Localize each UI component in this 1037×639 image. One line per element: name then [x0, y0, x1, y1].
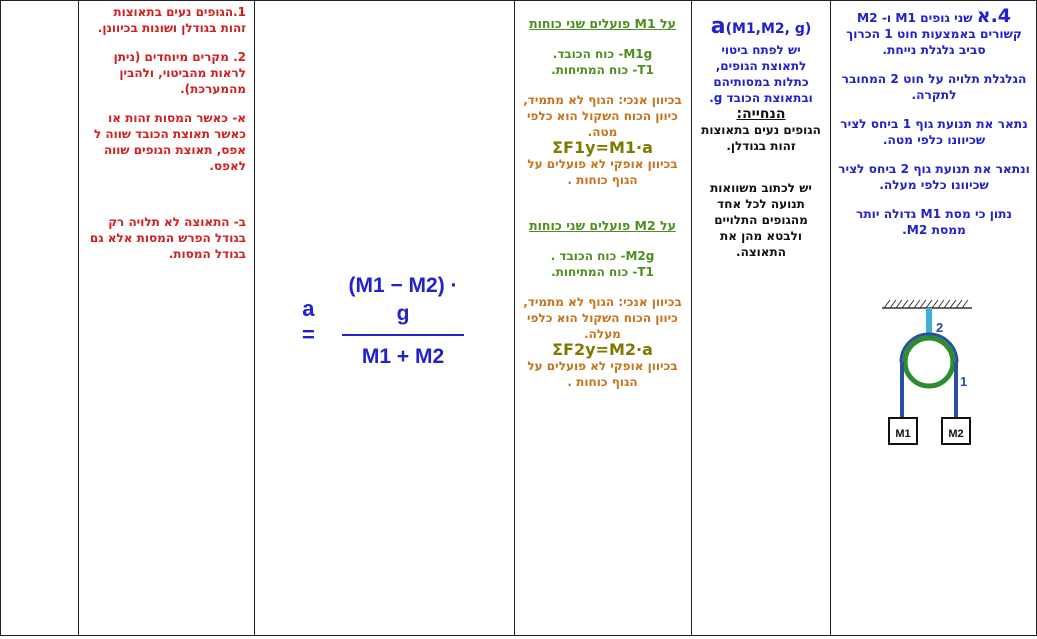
formula-numerator: (M1 − M2) · g	[348, 274, 458, 325]
note-3: א- כאשר המסות זהות או כאשר תאוצת הכובד שווה ל אפס, תאוצת הגופים שווה לאפס.	[93, 111, 246, 173]
problem-intro-text: שני גופים M1 ו- M2 קשורים באמצעות חוט 1 הכרוך סביב גלגלת נייחת.	[846, 11, 1022, 57]
m2-forces-heading: על M2 פועלים שני כוחות	[529, 218, 676, 233]
blank-column	[0, 0, 78, 636]
function-args: (M1,M2, g)	[725, 21, 812, 37]
function-letter: a	[710, 14, 726, 39]
given-description: נתון כי מסת M1 גדולה יותר ממסת M2.	[856, 207, 1012, 237]
m1-vector-equation: ΣF1y=M1·a	[552, 138, 653, 157]
formula-column	[254, 0, 514, 636]
m1-vertical: בכיוון אנכי: הגוף לא מתמיד, כיוון הכוח השקול הוא כלפי מטה.	[523, 93, 682, 139]
m2-vector-equation: ΣF2y=M2·a	[552, 340, 653, 359]
mass-m1-label: M1	[895, 428, 911, 440]
note-2: 2. מקרים מיוחדים (ניתן לראות מהביטוי, ולהבין מהמערכת).	[113, 50, 246, 96]
string-1-label: 1	[960, 374, 968, 389]
m2-horizontal: בכיוון אופקי לא פועלים על הגוף כוחות .	[527, 359, 678, 389]
m1-gravity: M1g- כוח הכובד.	[552, 47, 653, 61]
notes-column	[78, 0, 254, 636]
forces-column	[514, 0, 691, 636]
same-acceleration-note: הגופים נעים בתאוצות זהות בגודלן.	[701, 123, 821, 153]
m2-gravity: M2g- כוח הכובד .	[550, 249, 655, 263]
m2-tension: T1- כוח המתיחות.	[551, 265, 654, 279]
equations-instruction: יש לכתוב משוואות תנועה לכל אחד מהגופים התלויים ולבטא מהן את התאוצה.	[710, 181, 812, 259]
pulley-wheel	[905, 338, 953, 386]
m2-vertical: בכיוון אנכי: הגוף לא מתמיד, כיוון הכוח השקול הוא כלפי מעלה.	[523, 295, 682, 341]
pulley-description: הגלגלת תלויה על חוט 2 המחובר לתקרה.	[841, 72, 1027, 102]
m1-horizontal: בכיוון אופקי לא פועלים על הגוף כוחות .	[527, 157, 678, 187]
formula-denominator: M1 + M2	[361, 345, 445, 368]
problem-number: 4.א	[976, 5, 1012, 27]
function-notation	[699, 14, 823, 42]
guidance-heading: הנחייה:	[736, 106, 786, 122]
m1-forces-list	[520, 46, 685, 78]
express-instruction: יש לפתח ביטוי לתאוצת הגופים, כתלות במסותיהם ובתאוצת הכובד g.	[709, 43, 813, 105]
note-1: 1.הגופים נעים בתאוצות זהות בגודלן ושונות בכיוונן.	[97, 5, 246, 35]
m2-forces-list	[520, 248, 685, 280]
m1-tension: T1- כוח המתיחות.	[551, 63, 654, 77]
mass-m2-label: M2	[948, 428, 964, 440]
body1-description: נתאר את תנועת גוף 1 ביחס לציר שכיוונו כלפי מטה.	[840, 117, 1028, 147]
fraction-bar	[342, 334, 464, 336]
body2-description: ונתאר את תנועת גוף 2 ביחס לציר שכיוונו כלפי מעלה.	[838, 162, 1030, 192]
formula-fraction	[342, 272, 464, 370]
problem-intro	[837, 5, 1031, 58]
note-4: ב- התאוצה לא תלויה רק בגודל הפרש המסות אלא גם בגודל המסות.	[89, 215, 246, 261]
ceiling-hatch	[884, 300, 968, 308]
formula-lhs: a =	[302, 296, 315, 347]
m1-forces-heading: על M1 פועלים שני כוחות	[529, 16, 676, 31]
assumption-column	[691, 0, 831, 636]
string-2-label: 2	[936, 320, 944, 335]
pulley-diagram	[872, 292, 984, 452]
